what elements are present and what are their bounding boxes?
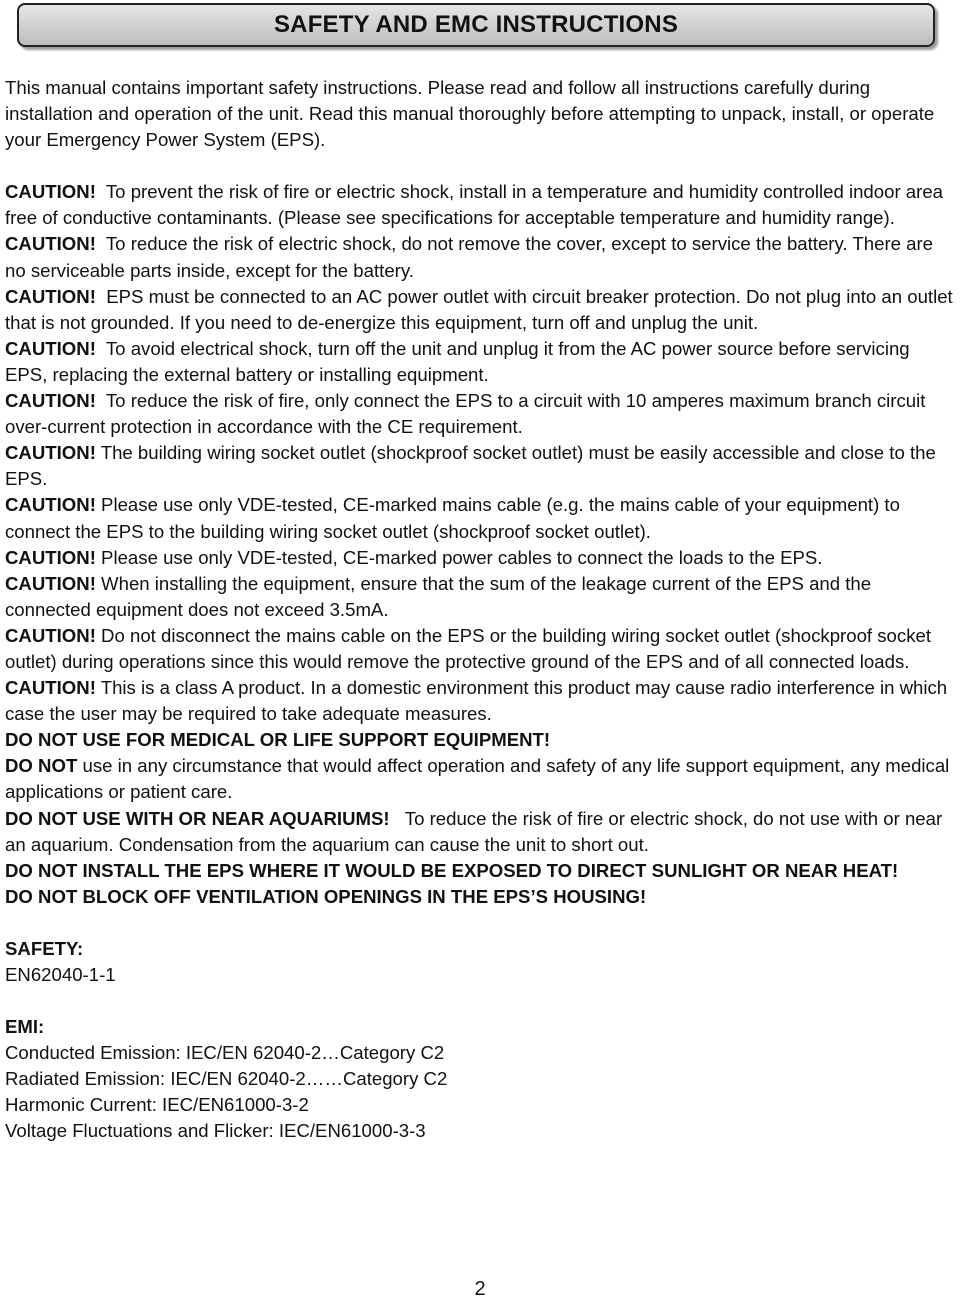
warning-item [5,179,957,231]
emi-standard: Voltage Fluctuations and Flicker: IEC/EN61000-3-3 [5,1120,426,1142]
warning-item [5,727,957,753]
warning-text: Please use only VDE-tested, CE-marked mains cable (e.g. the mains cable of your equipment) to connect the EPS to the building wiring socket outlet (shockproof socket outlet). [5,494,906,542]
warning-text: To avoid electrical shock, turn off the unit and unplug it from the AC power source before servicing EPS, replacing the external battery or installing equipment. [5,337,915,385]
page-number: 2 [474,1278,486,1300]
emi-section [5,1014,957,1144]
document-body [5,75,957,1145]
warning-text: use in any circumstance that would affect operation and safety of any life support equipment, any medical applications or patient care. [5,755,955,803]
warning-text: To prevent the risk of fire or electric shock, install in a temperature and humidity controlled indoor area free of conductive contaminants. (Please see specifications for acceptable temperature and humidity range). [5,181,949,229]
warning-item [5,623,957,675]
warning-label: CAUTION! [5,285,96,307]
warning-label: CAUTION! [5,337,96,359]
warning-item [5,806,957,858]
warning-label: CAUTION! [5,233,96,255]
warning-label: CAUTION! [5,546,96,568]
emi-standard: Radiated Emission: IEC/EN 62040-2……Category C2 [5,1068,448,1090]
warning-label: DO NOT USE WITH OR NEAR AQUARIUMS! [5,807,390,829]
warning-item [5,545,957,571]
warning-label: CAUTION! [5,572,96,594]
warning-item [5,753,957,805]
warning-text: Do not disconnect the mains cable on the EPS or the building wiring socket outlet (shockproof socket outlet) during operations since this would remove the protective ground of the EPS and of all connected loads. [5,624,937,672]
warning-item [5,284,957,336]
warning-label: CAUTION! [5,181,96,203]
warning-label: DO NOT USE FOR MEDICAL OR LIFE SUPPORT EQUIPMENT! [5,729,551,751]
warning-text: Please use only VDE-tested, CE-marked power cables to connect the loads to the EPS. [95,546,823,568]
warning-label: DO NOT BLOCK OFF VENTILATION OPENINGS IN THE EPS’S HOUSING! [5,885,647,907]
warning-item [5,675,957,727]
warning-text: To reduce the risk of fire or electric shock, do not use with or near an aquarium. Condensation from the aquarium can cause the unit to short out. [5,807,948,855]
emi-standard: Conducted Emission: IEC/EN 62040-2…Category C2 [5,1042,445,1064]
warnings-list [5,179,957,910]
intro-paragraph: This manual contains important safety instructions. Please read and follow all instructions carefully during installation and operation of the unit. Read this manual thoroughly before attempting to unpack, install, or operate your Emergency Power System (EPS). [5,77,935,151]
warning-item [5,858,957,884]
warning-label: CAUTION! [5,677,96,699]
emi-standard: Harmonic Current: IEC/EN61000-3-2 [5,1094,309,1116]
warning-item [5,388,957,440]
warning-item [5,492,957,544]
warning-item [5,571,957,623]
title-banner [17,3,935,47]
warning-text: To reduce the risk of fire, only connect the EPS to a circuit with 10 amperes maximum branch circuit over-current protection in accordance with the CE requirement. [5,390,931,438]
warning-text: To reduce the risk of electric shock, do not remove the cover, except to service the battery. There are no serviceable parts inside, except for the battery. [5,233,939,281]
warning-label: CAUTION! [5,442,96,464]
warning-label: DO NOT INSTALL THE EPS WHERE IT WOULD BE EXPOSED TO DIRECT SUNLIGHT OR NEAR HEAT! [5,859,899,881]
safety-section [5,936,957,988]
warning-text: This is a class A product. In a domestic environment this product may cause radio interference in which case the user may be required to take adequate measures. [5,677,953,725]
warning-item [5,336,957,388]
safety-standard: EN62040-1-1 [5,964,116,985]
warning-label: CAUTION! [5,624,96,646]
page-title: SAFETY AND EMC INSTRUCTIONS [273,11,679,38]
warning-item [5,884,957,910]
warning-item [5,440,957,492]
warning-text: The building wiring socket outlet (shockproof socket outlet) must be easily accessible and close to the EPS. [5,442,941,490]
warning-label: CAUTION! [5,494,96,516]
warning-item [5,231,957,283]
warning-text: EPS must be connected to an AC power outlet with circuit breaker protection. Do not plug into an outlet that is not grounded. If you need to de-energize this equipment, turn off and unplug the unit. [5,285,958,333]
warning-text: When installing the equipment, ensure that the sum of the leakage current of the EPS and the connected equipment does not exceed 3.5mA. [5,572,877,620]
warning-label: CAUTION! [5,390,96,412]
emi-heading: EMI: [5,1016,45,1038]
safety-heading: SAFETY: [5,937,84,959]
warning-label: DO NOT [5,755,78,777]
